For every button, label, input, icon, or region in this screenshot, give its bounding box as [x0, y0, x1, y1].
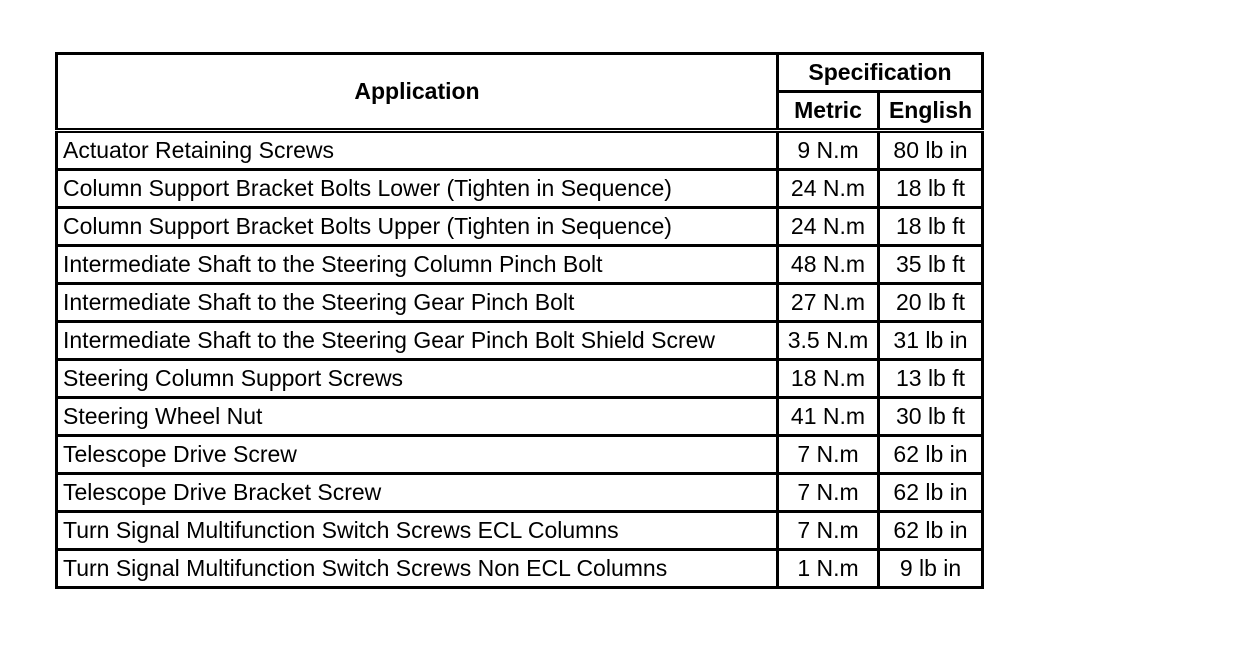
- application-cell: Steering Column Support Screws: [57, 360, 778, 398]
- application-cell: Turn Signal Multifunction Switch Screws Non ECL Columns: [57, 550, 778, 588]
- table-body: [57, 131, 983, 588]
- metric-value-cell: 3.5 N.m: [778, 322, 879, 360]
- application-cell: Actuator Retaining Screws: [57, 131, 778, 170]
- table-row: [57, 170, 983, 208]
- english-value-cell: 20 lb ft: [879, 284, 983, 322]
- application-cell: Intermediate Shaft to the Steering Gear Pinch Bolt: [57, 284, 778, 322]
- metric-value-cell: 7 N.m: [778, 474, 879, 512]
- metric-value-cell: 1 N.m: [778, 550, 879, 588]
- table-row: [57, 322, 983, 360]
- table-row: [57, 398, 983, 436]
- metric-value-cell: 48 N.m: [778, 246, 879, 284]
- application-cell: Steering Wheel Nut: [57, 398, 778, 436]
- table-row: [57, 436, 983, 474]
- metric-value-cell: 7 N.m: [778, 436, 879, 474]
- application-cell: Column Support Bracket Bolts Upper (Tighten in Sequence): [57, 208, 778, 246]
- metric-value-cell: 9 N.m: [778, 131, 879, 170]
- application-cell: Column Support Bracket Bolts Lower (Tighten in Sequence): [57, 170, 778, 208]
- application-cell: Intermediate Shaft to the Steering Column Pinch Bolt: [57, 246, 778, 284]
- application-cell: Telescope Drive Screw: [57, 436, 778, 474]
- english-value-cell: 13 lb ft: [879, 360, 983, 398]
- metric-value-cell: 24 N.m: [778, 170, 879, 208]
- application-cell: Turn Signal Multifunction Switch Screws ECL Columns: [57, 512, 778, 550]
- english-value-cell: 9 lb in: [879, 550, 983, 588]
- table-header: [57, 54, 983, 131]
- metric-column-header: Metric: [778, 92, 879, 131]
- english-value-cell: 30 lb ft: [879, 398, 983, 436]
- metric-value-cell: 18 N.m: [778, 360, 879, 398]
- metric-value-cell: 24 N.m: [778, 208, 879, 246]
- application-column-header: Application: [57, 54, 778, 131]
- metric-value-cell: 7 N.m: [778, 512, 879, 550]
- application-cell: Intermediate Shaft to the Steering Gear Pinch Bolt Shield Screw: [57, 322, 778, 360]
- english-value-cell: 62 lb in: [879, 512, 983, 550]
- metric-value-cell: 41 N.m: [778, 398, 879, 436]
- specification-column-header: Specification: [778, 54, 983, 92]
- table-row: [57, 246, 983, 284]
- english-column-header: English: [879, 92, 983, 131]
- table-row: [57, 550, 983, 588]
- english-value-cell: 80 lb in: [879, 131, 983, 170]
- table-row: [57, 474, 983, 512]
- english-value-cell: 31 lb in: [879, 322, 983, 360]
- table-row: [57, 360, 983, 398]
- table-row: [57, 208, 983, 246]
- english-value-cell: 35 lb ft: [879, 246, 983, 284]
- fastener-torque-table: [55, 52, 984, 589]
- application-cell: Telescope Drive Bracket Screw: [57, 474, 778, 512]
- table-row: [57, 131, 983, 170]
- table-row: [57, 284, 983, 322]
- english-value-cell: 62 lb in: [879, 474, 983, 512]
- table-row: [57, 512, 983, 550]
- english-value-cell: 18 lb ft: [879, 170, 983, 208]
- metric-value-cell: 27 N.m: [778, 284, 879, 322]
- english-value-cell: 62 lb in: [879, 436, 983, 474]
- english-value-cell: 18 lb ft: [879, 208, 983, 246]
